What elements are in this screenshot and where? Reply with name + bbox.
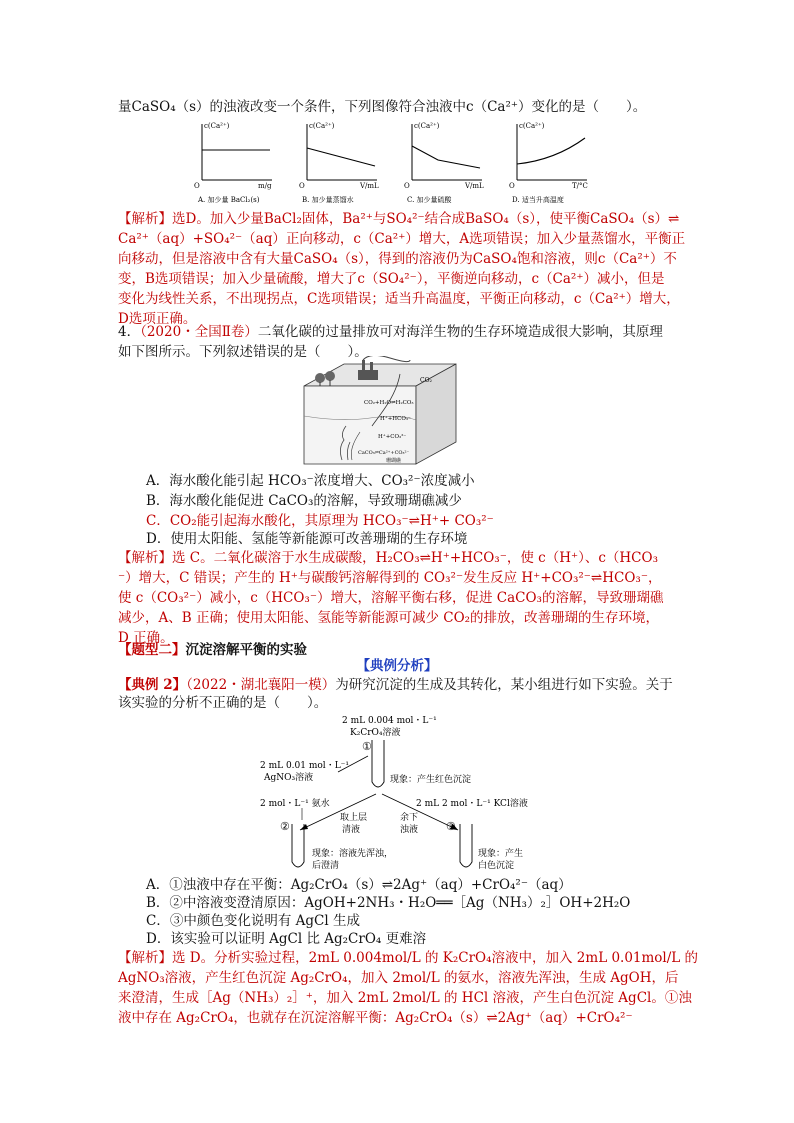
exp-circle-3: ③ <box>446 820 456 833</box>
graph-c-curve <box>412 146 480 168</box>
graph-c-xlabel: V/mL <box>465 182 484 190</box>
graph-b <box>299 122 379 204</box>
q4-option-b: B．海水酸化能促进 CaCO₃的溶解，导致珊瑚礁减少 <box>146 493 462 509</box>
q4-analysis-line-3: 使 c（CO₃²⁻）减小，c（HCO₃⁻）增大，溶解平衡右移，促进 CaCO₃的溶解，导致珊瑚礁 <box>118 590 664 606</box>
graph-d-curve <box>517 138 585 164</box>
example-2-line-2: 该实验的分析不正确的是（ ）。 <box>118 695 328 711</box>
q3-analysis-line-3: 向移动，但是溶液中含有大量CaSO₄（s），得到的溶液仍为CaSO₄饱和溶液，则c（Ca²⁺）不 <box>118 251 677 267</box>
diagram-label-co2: CO₂ <box>420 377 432 384</box>
q4-analysis-line-1: 【解析】选 C。二氧化碳溶于水生成碳酸，H₂CO₃⇌H⁺+HCO₃⁻，使 c（H⁺）、c（HCO₃ <box>118 550 658 566</box>
diagram-label-caco3: CaCO₃⇌Ca²⁺+CO₃²⁻ <box>358 450 410 456</box>
question-4-stem: 二氧化碳的过量排放可对海洋生物的生存环境造成很大影响，其原理 <box>257 324 663 340</box>
q4-analysis-line-4: 减少，A、B 正确；使用太阳能、氢能等新能源可减少 CO₂的排放，改善珊瑚的生存环境， <box>118 610 660 626</box>
graph-d-ylabel: c(Ca²⁺) <box>519 122 545 130</box>
exp-phenomenon-1: 现象：产生红色沉淀 <box>390 775 472 785</box>
example-2-analysis-line-1: 【解析】选 D。分析实验过程，2mL 0.004mol/L 的 K₂CrO₄溶液中，加入 2mL 0.01mol/L 的 <box>118 950 699 966</box>
graph-d-xlabel: T/°C <box>572 182 588 190</box>
example-2-option-a: A．①浊液中存在平衡：Ag₂CrO₄（s）⇌2Ag⁺（aq）+CrO₄²⁻（aq） <box>146 877 572 893</box>
graph-b-curve <box>307 148 375 166</box>
example-2-option-d: D．该实验可以证明 AgCl 比 Ag₂CrO₄ 更难溶 <box>146 931 427 947</box>
diagram-label-reef: 珊瑚礁 <box>386 458 402 464</box>
example-2-option-c: C．③中颜色变化说明有 AgCl 生成 <box>146 913 360 929</box>
exp-phenomenon-2a: 现象：溶液先浑浊， <box>312 849 394 859</box>
exp-top-reagent-1: 2 mL 0.004 mol・L⁻¹ <box>342 716 437 726</box>
graph-panel <box>190 118 590 210</box>
typical-analysis-heading: 【典例分析】 <box>356 658 438 674</box>
q3-analysis-line-6: D选项正确。 <box>118 311 197 327</box>
diagram-label-carbonic: CO₂+H₂O⇌H₂CO₃ <box>364 400 414 406</box>
exp-circle-2: ② <box>280 820 290 833</box>
section-2-tag: 【题型二】 <box>118 642 186 658</box>
q4-analysis-line-2: ⁻）增大，C 错误；产生的 H⁺与碳酸钙溶解得到的 CO₃²⁻发生反应 H⁺+CO₃²⁻⇌HCO₃⁻， <box>118 570 662 586</box>
q3-analysis-line-2: Ca²⁺（aq）+SO₄²⁻（aq）正向移动，c（Ca²⁺）增大，A选项错误；加入少量蒸馏水，平衡正 <box>118 231 686 247</box>
question-4-line-1 <box>118 323 663 341</box>
exp-tube-3 <box>460 824 472 867</box>
diagram-label-bicarbonate: H⁺+HCO₃⁻ <box>380 416 411 422</box>
q4-option-d: D．使用太阳能、氢能等新能源可改善珊瑚的生存环境 <box>146 531 468 547</box>
example-2-line-1 <box>118 676 673 694</box>
example-2-analysis-line-4: 液中存在 Ag₂CrO₄，也就存在沉淀溶解平衡：Ag₂CrO₄（s）⇌2Ag⁺（aq）+CrO₄²⁻ <box>118 1010 633 1026</box>
exp-take-upper-1: 取上层 <box>340 813 368 823</box>
example-2-tag: 【典例 2】 <box>118 677 187 693</box>
q3-analysis-line-5: 变化为线性关系，不出现拐点，C选项错误；适当升高温度，平衡正向移动，c（Ca²⁺）增大， <box>118 291 680 307</box>
diagram-label-carbonate: H⁺+CO₃²⁻ <box>378 434 407 440</box>
exp-tube-2 <box>292 824 304 867</box>
q4-option-c: C．CO₂能引起海水酸化，其原理为 HCO₃⁻⇌H⁺+ CO₃²⁻ <box>146 513 494 529</box>
graph-a-caption: A. 加少量 BaCl₂(s) <box>198 196 260 204</box>
exp-phenomenon-2b: 后澄清 <box>312 861 340 871</box>
graph-d-caption: D. 适当升高温度 <box>512 196 564 204</box>
example-2-stem: 为研究沉淀的生成及其转化，某小组进行如下实验。关于 <box>335 677 673 693</box>
q3-analysis-line-1: 【解析】选D。加入少量BaCl₂固体，Ba²⁺与SO₄²⁻结合成BaSO₄（s），使平衡CaSO₄（s）⇌ <box>118 211 680 227</box>
experiment-diagram <box>250 712 570 874</box>
example-2-source: （2022・湖北襄阳一模） <box>186 677 336 693</box>
graph-d-origin: O <box>509 182 515 190</box>
example-2-analysis-line-3: 来澄清，生成［Ag（NH₃）₂］⁺，加入 2mL 2mol/L 的 HCl 溶液，产生白色沉淀 AgCl。①浊 <box>118 990 692 1006</box>
example-2-option-b: B．②中溶液变澄清原因：AgOH+2NH₃・H₂O══［Ag（NH₃）₂］OH+2H₂O <box>146 895 631 911</box>
section-2-name: 沉淀溶解平衡的实验 <box>185 642 307 658</box>
exp-remaining-2: 浊液 <box>400 825 419 835</box>
exp-tube-1 <box>372 740 384 787</box>
exp-phenomenon-3a: 现象：产生 <box>478 849 524 859</box>
graph-d <box>509 122 588 204</box>
graph-b-origin: O <box>299 182 305 190</box>
exp-take-upper-2: 清液 <box>342 825 361 835</box>
ocean-acidification-diagram <box>300 356 460 468</box>
exp-circle-1: ① <box>362 740 372 753</box>
graph-c-ylabel: c(Ca²⁺) <box>414 122 440 130</box>
example-2-analysis-line-2: AgNO₃溶液，产生红色沉淀 Ag₂CrO₄，加入 2mol/L 的氨水，溶液先浑浊，生成 AgOH，后 <box>118 970 679 986</box>
graph-a-origin: O <box>194 182 200 190</box>
graph-b-caption: B. 加少量蒸馏水 <box>302 196 354 204</box>
question-4-line-2: 如下图所示。下列叙述错误的是（ ）。 <box>118 344 368 360</box>
graph-c-caption: C. 加少量硫酸 <box>407 196 452 204</box>
graph-c <box>404 122 484 204</box>
question-4-number: 4． <box>118 324 141 340</box>
exp-remaining-1: 余下 <box>400 813 419 823</box>
question-4-source: （2020・全国Ⅱ卷） <box>140 324 258 340</box>
q4-option-a: A．海水酸化能引起 HCO₃⁻浓度增大、CO₃²⁻浓度减小 <box>146 473 475 489</box>
graph-a <box>194 122 272 204</box>
question-3-tail: 量CaSO₄（s）的浊液改变一个条件，下列图像符合浊液中c（Ca²⁺）变化的是（ ）。 <box>118 99 647 115</box>
exp-kcl: 2 mL 2 mol・L⁻¹ KCl溶液 <box>416 799 528 809</box>
graph-a-ylabel: c(Ca²⁺) <box>204 122 230 130</box>
exp-top-reagent-2: K₂CrO₄溶液 <box>350 728 401 738</box>
q3-analysis-line-4: 变，B选项错误；加入少量硫酸，增大了c（SO₄²⁻），平衡逆向移动，c（Ca²⁺）减小，但是 <box>118 271 665 287</box>
graph-b-ylabel: c(Ca²⁺) <box>309 122 335 130</box>
graph-c-origin: O <box>404 182 410 190</box>
exp-ammonia: 2 mol・L⁻¹ 氨水 <box>260 799 330 809</box>
q4-analysis-line-5: D 正确。 <box>118 630 174 646</box>
graph-a-xlabel: m/g <box>258 182 272 190</box>
exp-left-reagent-1: 2 mL 0.01 mol・L⁻¹ <box>260 761 350 771</box>
graph-b-xlabel: V/mL <box>360 182 379 190</box>
exp-left-reagent-2: AgNO₃溶液 <box>264 773 314 783</box>
exp-phenomenon-3b: 白色沉淀 <box>478 861 515 871</box>
